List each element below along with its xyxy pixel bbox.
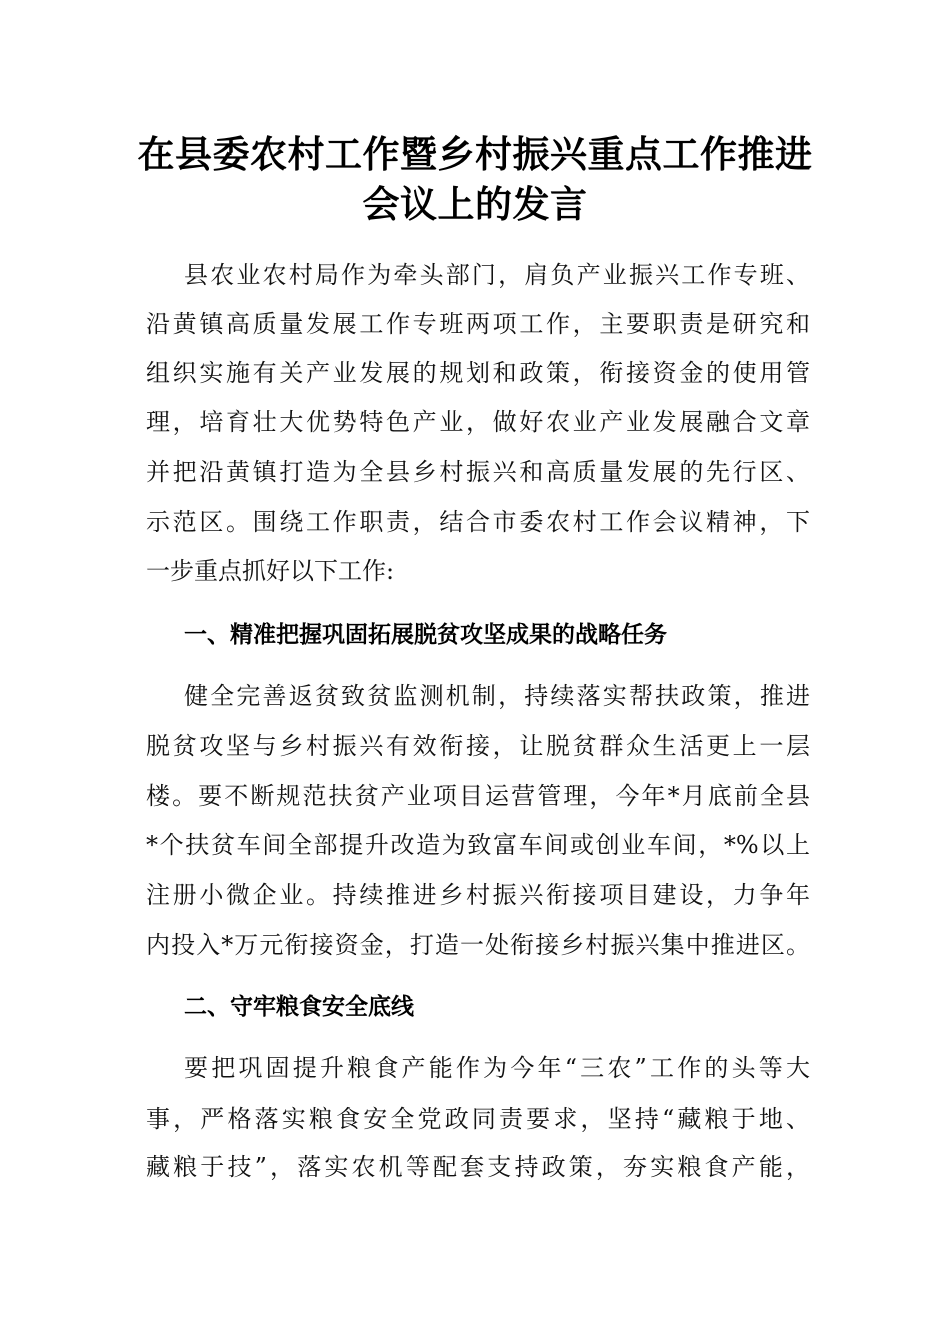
intro-line: 并把沿黄镇打造为全县乡村振兴和高质量发展的先行区、 [146, 458, 810, 486]
intro-line: 一步重点抓好以下工作: [146, 557, 395, 585]
section1-line: 脱贫攻坚与乡村振兴有效衔接，让脱贫群众生活更上一层 [146, 732, 810, 760]
document-title-line-1: 在县委农村工作暨乡村振兴重点工作推进 [137, 133, 813, 176]
section1-line: 注册小微企业。持续推进乡村振兴衔接项目建设，力争年 [146, 881, 810, 909]
intro-line: 县农业农村局作为牵头部门，肩负产业振兴工作专班、 [184, 261, 810, 289]
intro-line: 组织实施有关产业发展的规划和政策，衔接资金的使用管 [146, 359, 810, 387]
section2-line: 藏粮于技”，落实农机等配套支持政策，夯实粮食产能， [146, 1153, 810, 1181]
section2-line: 要把巩固提升粮食产能作为今年“三农”工作的头等大 [184, 1054, 810, 1082]
intro-line: 理，培育壮大优势特色产业，做好农业产业发展融合文章 [146, 408, 810, 436]
intro-line: 示范区。围绕工作职责，结合市委农村工作会议精神，下 [146, 508, 810, 536]
section1-line: 内投入*万元衔接资金，打造一处衔接乡村振兴集中推进区。 [146, 931, 810, 959]
section-heading: 二、守牢粮食安全底线 [184, 994, 414, 1020]
document-title-line-2: 会议上的发言 [362, 183, 588, 226]
intro-line: 沿黄镇高质量发展工作专班两项工作，主要职责是研究和 [146, 310, 810, 338]
section2-line: 事，严格落实粮食安全党政同责要求，坚持“藏粮于地、 [146, 1105, 810, 1133]
section-heading: 一、精准把握巩固拓展脱贫攻坚成果的战略任务 [184, 622, 667, 648]
section1-line: 楼。要不断规范扶贫产业项目运营管理，今年*月底前全县 [146, 782, 810, 810]
section1-line: 健全完善返贫致贫监测机制，持续落实帮扶政策，推进 [184, 682, 810, 710]
section1-line: *个扶贫车间全部提升改造为致富车间或创业车间，*%以上 [146, 831, 810, 859]
